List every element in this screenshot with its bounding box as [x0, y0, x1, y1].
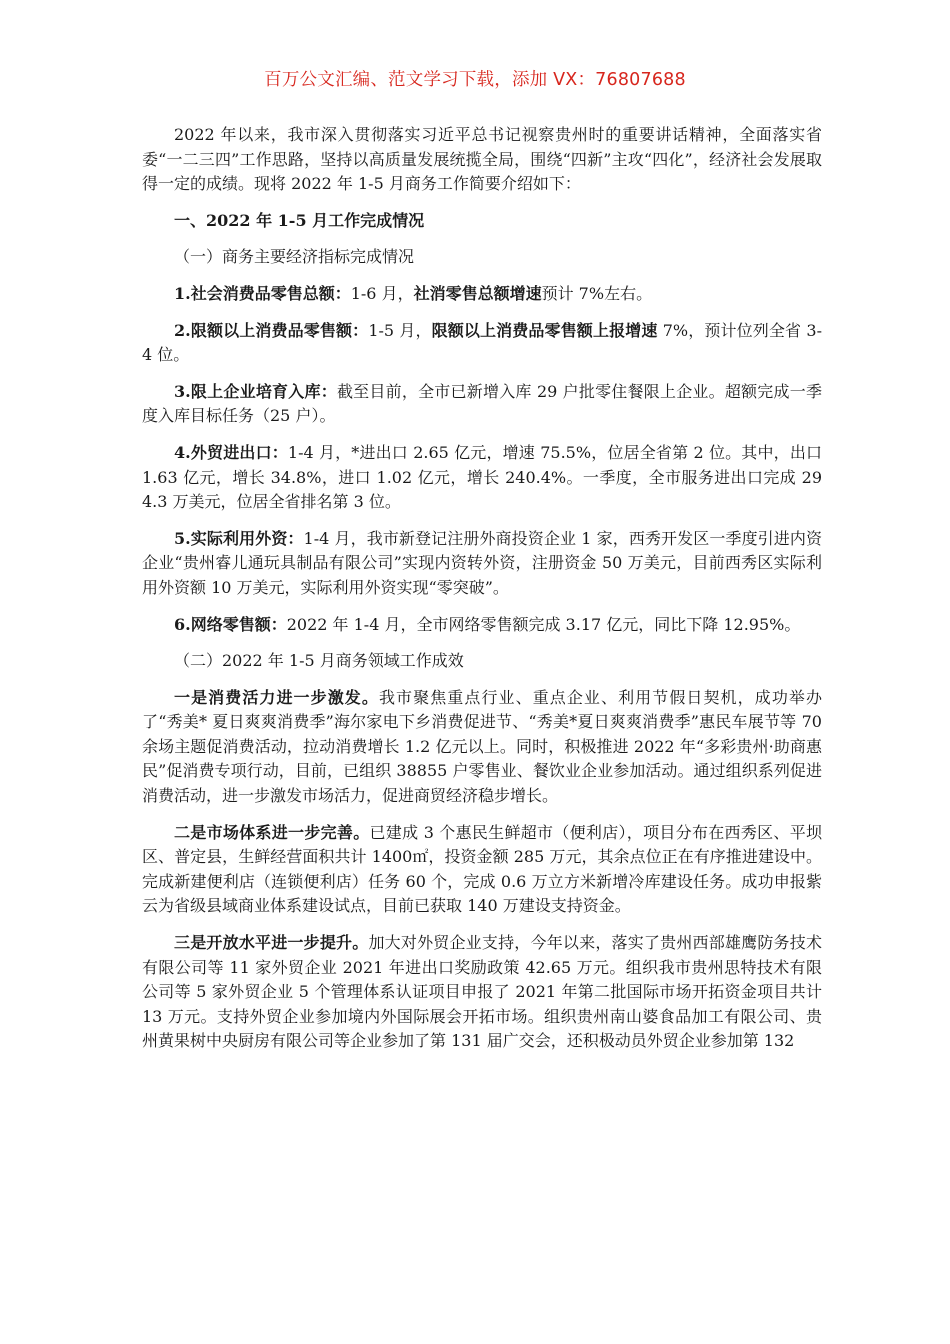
achievement-paragraph-1 — [142, 686, 822, 809]
achievement-label: 三是开放水平进一步提升。 — [174, 933, 369, 953]
indicator-label: 2.限额以上消费品零售额： — [174, 320, 369, 340]
indicator-text: 1-4 月，我市新登记注册外商投资企业 1 家，西秀开发区一季度引进内资企业“贵州睿儿通玩具制品有限公司”实现内资转外资，注册资金 50 万美元，目前西秀区实际利用外资额 10 万美元，实际利用外资实现“零突破”。 — [142, 528, 822, 597]
achievement-text: 已建成 3 个惠民生鲜超市（便利店），项目分布在西秀区、平坝区、普定县，生鲜经营面积共计 1400㎡，投资金额 285 万元，其余点位正在有序推进建设中。完成新建便利店（连锁便利店）任务 60 个，完成 0.6 万立方米新增冷库建设任务。成功申报紫云为省级县域商业体系建设试点，目前已获取 140 万建设支持资金。 — [142, 822, 822, 916]
indicator-text: 预计 7%左右。 — [541, 283, 653, 303]
achievement-label: 二是市场体系进一步完善。 — [174, 822, 370, 842]
indicator-item-6 — [142, 613, 822, 638]
promo-banner: 百万公文汇编、范文学习下载，添加 VX：76807688 — [264, 70, 686, 90]
indicator-label: 1.社会消费品零售总额： — [174, 283, 351, 303]
indicator-text: 7%，预计位列全省 3-4 位。 — [142, 320, 822, 365]
achievement-label: 一是消费活力进一步激发。 — [174, 687, 379, 707]
achievement-text: 我市聚焦重点行业、重点企业、利用节假日契机，成功举办了“秀美* 夏日爽爽消费季”海尔家电下乡消费促进节、“秀美*夏日爽爽消费季”惠民车展节等 70 余场主题促消费活动，拉动消费增长 1.2 亿元以上。同时，积极推进 2022 年“多彩贵州·助商惠民”促消费专项行动，目前，已组织 38855 户零售业、餐饮业企业参加活动。通过组织系列促进消费活动，进一步激发市场活力，促进商贸经济稳步增长。 — [142, 687, 822, 806]
subsection-heading-achievements: （二）2022 年 1-5 月商务领域工作成效 — [174, 651, 464, 671]
indicator-item-5 — [142, 527, 822, 601]
indicator-text: 1-5 月， — [368, 320, 432, 340]
intro-paragraph: 2022 年以来，我市深入贯彻落实习近平总书记视察贵州时的重要讲话精神，全面落实省委“一二三四”工作思路，坚持以高质量发展统揽全局，围绕“四新”主攻“四化”，经济社会发展取得一定的成绩。现将 2022 年 1-5 月商务工作简要介绍如下： — [142, 125, 822, 194]
indicator-label: 3.限上企业培育入库： — [174, 381, 337, 401]
indicator-label: 5.实际利用外资： — [174, 528, 304, 548]
indicator-emphasis: 限额以上消费品零售额上报增速 — [431, 320, 658, 340]
document-body — [142, 123, 822, 1054]
achievement-paragraph-2 — [142, 821, 822, 919]
indicator-item-3 — [142, 380, 822, 429]
indicator-text: 2022 年 1-4 月，全市网络零售额完成 3.17 亿元，同比下降 12.95%。 — [286, 614, 801, 634]
indicator-item-4 — [142, 441, 822, 515]
indicator-emphasis: 社消零售总额增速 — [413, 283, 542, 303]
indicator-label: 4.外贸进出口： — [174, 442, 288, 462]
indicator-text: 截至目前，全市已新增入库 29 户批零住餐限上企业。超额完成一季度入库目标任务（25 户）。 — [142, 381, 822, 426]
indicator-text: 1-4 月，*进出口 2.65 亿元，增速 75.5%，位居全省第 2 位。其中，出口 1.63 亿元，增长 34.8%，进口 1.02 亿元，增长 240.4%。一季度，全市服务进出口完成 294.3 万美元，位居全省排名第 3 位。 — [142, 442, 822, 512]
indicator-text: 1-6 月， — [350, 283, 414, 303]
indicator-label: 6.网络零售额： — [174, 614, 287, 634]
achievement-text: 加大对外贸企业支持，今年以来，落实了贵州西部雄鹰防务技术有限公司等 11 家外贸企业 2021 年进出口奖励政策 42.65 万元。组织我市贵州思特技术有限公司等 5 家外贸企业 5 个管理体系认证项目申报了 2021 年第二批国际市场开拓资金项目共计 13 万元。支持外贸企业参加境内外国际展会开拓市场。组织贵州南山婆食品加工有限公司、贵州黄果树中央厨房有限公司等企业参加了第 131 届广交会，还积极动员外贸企业参加第 132 — [142, 933, 822, 1051]
subsection-heading-indicators: （一）商务主要经济指标完成情况 — [174, 247, 415, 267]
section-heading: 一、2022 年 1-5 月工作完成情况 — [174, 210, 425, 230]
indicator-item-2 — [142, 319, 822, 368]
indicator-item-1 — [142, 282, 822, 307]
achievement-paragraph-3 — [142, 931, 822, 1054]
